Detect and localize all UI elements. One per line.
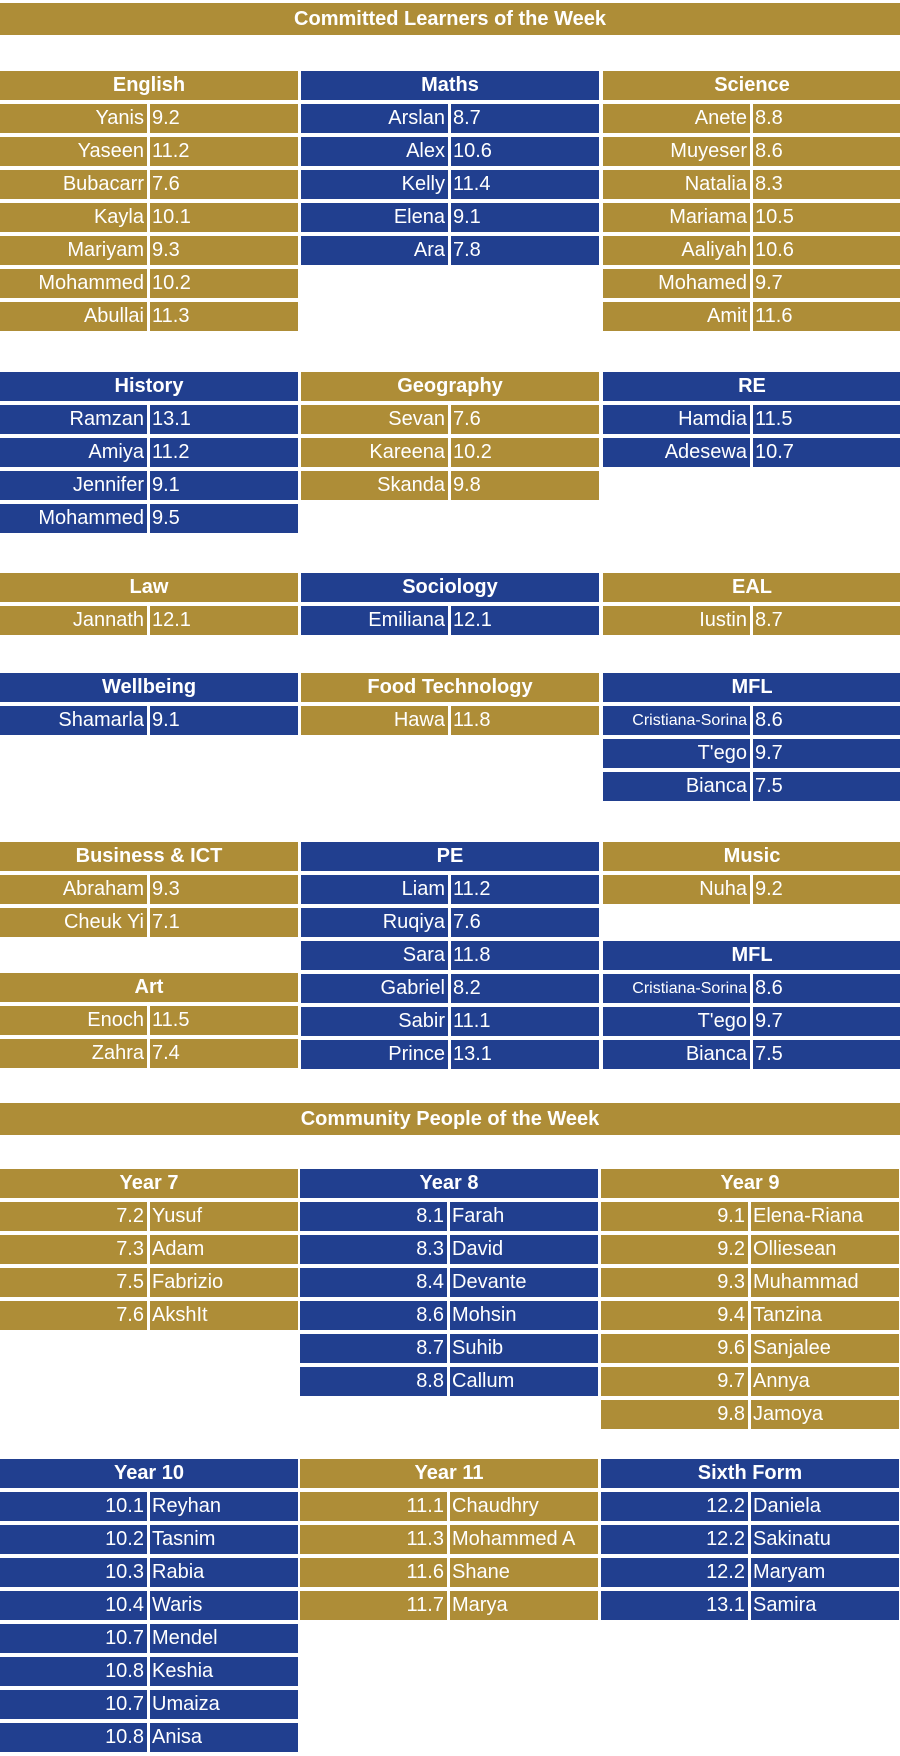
student-form: 7.6 — [150, 170, 298, 199]
list-row — [301, 941, 599, 970]
list-row — [603, 203, 900, 232]
section-header: Science — [603, 71, 900, 100]
form-group: 8.4 — [300, 1268, 447, 1297]
student-form: 10.6 — [451, 137, 599, 166]
section-header: English — [0, 71, 298, 100]
list-row — [0, 302, 298, 331]
list-row — [300, 1525, 598, 1554]
student-name: Maryam — [751, 1558, 899, 1587]
list-row — [601, 1202, 899, 1231]
student-form: 11.6 — [753, 302, 900, 331]
list-row — [603, 137, 900, 166]
student-name: Iustin — [603, 606, 750, 635]
student-form: 8.2 — [451, 974, 599, 1003]
student-form: 11.1 — [451, 1007, 599, 1036]
list-row — [603, 875, 900, 904]
student-name: Ara — [301, 236, 448, 265]
student-name: Kelly — [301, 170, 448, 199]
student-name: Chaudhry — [450, 1492, 598, 1521]
student-form: 10.7 — [753, 438, 900, 467]
list-row — [601, 1492, 899, 1521]
section-header: History — [0, 372, 298, 401]
form-group: 10.8 — [0, 1657, 147, 1686]
list-row — [300, 1301, 598, 1330]
student-name: Cristiana-Sorina — [603, 706, 750, 735]
student-name: Arslan — [301, 104, 448, 133]
list-row — [0, 405, 298, 434]
art-section — [0, 973, 298, 1072]
student-form: 13.1 — [451, 1040, 599, 1069]
list-row — [0, 1558, 298, 1587]
student-name: Keshia — [150, 1657, 298, 1686]
section-header: Art — [0, 973, 298, 1002]
section-header: Law — [0, 573, 298, 602]
list-row — [0, 104, 298, 133]
student-name: Jamoya — [751, 1400, 899, 1429]
list-row — [0, 236, 298, 265]
list-row — [603, 706, 900, 735]
student-name: Farah — [450, 1202, 598, 1231]
student-name: Emiliana — [301, 606, 448, 635]
list-row — [301, 405, 599, 434]
student-name: Abraham — [0, 875, 147, 904]
section-header: Year 7 — [0, 1169, 298, 1198]
form-group: 10.7 — [0, 1624, 147, 1653]
list-row — [0, 1039, 298, 1068]
student-name: Kayla — [0, 203, 147, 232]
student-form: 7.5 — [753, 772, 900, 801]
student-name: David — [450, 1235, 598, 1264]
form-group: 11.7 — [300, 1591, 447, 1620]
form-group: 7.5 — [0, 1268, 147, 1297]
list-row — [0, 1591, 298, 1620]
student-name: Bubacarr — [0, 170, 147, 199]
list-row — [603, 1040, 900, 1069]
student-form: 10.2 — [150, 269, 298, 298]
section-header: Year 9 — [601, 1169, 899, 1198]
form-group: 12.2 — [601, 1558, 748, 1587]
student-name: Mariyam — [0, 236, 147, 265]
student-name: Sabir — [301, 1007, 448, 1036]
list-row — [603, 302, 900, 331]
student-form: 11.8 — [451, 941, 599, 970]
student-form: 12.1 — [451, 606, 599, 635]
student-name: AkshIt — [150, 1301, 298, 1330]
form-group: 10.2 — [0, 1525, 147, 1554]
food-tech-section — [301, 673, 599, 739]
list-row — [301, 706, 599, 735]
list-row — [603, 269, 900, 298]
form-group: 7.6 — [0, 1301, 147, 1330]
section-header: MFL — [603, 673, 900, 702]
section-header: Year 11 — [300, 1459, 598, 1488]
list-row — [601, 1268, 899, 1297]
history-section — [0, 372, 298, 537]
list-row — [300, 1367, 598, 1396]
student-form: 7.1 — [150, 908, 298, 937]
student-form: 9.3 — [150, 875, 298, 904]
student-name: Mohammed — [0, 504, 147, 533]
student-name: Cristiana-Sorina — [603, 974, 750, 1003]
list-row — [601, 1400, 899, 1429]
student-name: Tasnim — [150, 1525, 298, 1554]
student-name: Prince — [301, 1040, 448, 1069]
list-row — [0, 1657, 298, 1686]
list-row — [0, 170, 298, 199]
list-row — [0, 1492, 298, 1521]
form-group: 7.2 — [0, 1202, 147, 1231]
list-row — [301, 236, 599, 265]
student-form: 11.4 — [451, 170, 599, 199]
list-row — [601, 1558, 899, 1587]
student-name: Enoch — [0, 1006, 147, 1035]
list-row — [0, 908, 298, 937]
student-name: Reyhan — [150, 1492, 298, 1521]
student-name: Adesewa — [603, 438, 750, 467]
music-section — [603, 842, 900, 908]
list-row — [603, 606, 900, 635]
section-header: Food Technology — [301, 673, 599, 702]
english-section — [0, 71, 298, 335]
student-form: 11.8 — [451, 706, 599, 735]
student-name: Yusuf — [150, 1202, 298, 1231]
student-form: 10.5 — [753, 203, 900, 232]
student-form: 7.6 — [451, 405, 599, 434]
student-name: Daniela — [751, 1492, 899, 1521]
list-row — [301, 137, 599, 166]
section-header: PE — [301, 842, 599, 871]
student-form: 8.6 — [753, 974, 900, 1003]
student-form: 9.7 — [753, 269, 900, 298]
section-header: Year 10 — [0, 1459, 298, 1488]
student-name: Umaiza — [150, 1690, 298, 1719]
student-name: Bianca — [603, 772, 750, 801]
list-row — [601, 1591, 899, 1620]
list-row — [601, 1235, 899, 1264]
list-row — [0, 471, 298, 500]
form-group: 8.6 — [300, 1301, 447, 1330]
y6-section — [601, 1459, 899, 1624]
student-name: Adam — [150, 1235, 298, 1264]
form-group: 12.2 — [601, 1525, 748, 1554]
section-header: Sociology — [301, 573, 599, 602]
form-group: 9.2 — [601, 1235, 748, 1264]
student-name: Fabrizio — [150, 1268, 298, 1297]
form-group: 10.8 — [0, 1723, 147, 1752]
student-name: Cheuk Yi — [0, 908, 147, 937]
student-form: 9.3 — [150, 236, 298, 265]
student-name: Hamdia — [603, 405, 750, 434]
list-row — [0, 1525, 298, 1554]
form-group: 10.4 — [0, 1591, 147, 1620]
form-group: 10.1 — [0, 1492, 147, 1521]
list-row — [0, 137, 298, 166]
student-name: Amit — [603, 302, 750, 331]
student-name: Natalia — [603, 170, 750, 199]
student-form: 11.5 — [753, 405, 900, 434]
student-name: Sara — [301, 941, 448, 970]
form-group: 9.7 — [601, 1367, 748, 1396]
student-name: Ramzan — [0, 405, 147, 434]
student-name: Liam — [301, 875, 448, 904]
list-row — [0, 875, 298, 904]
form-group: 11.1 — [300, 1492, 447, 1521]
list-row — [603, 772, 900, 801]
list-row — [301, 875, 599, 904]
list-row — [301, 203, 599, 232]
student-form: 8.3 — [753, 170, 900, 199]
student-form: 8.6 — [753, 137, 900, 166]
list-row — [0, 1723, 298, 1752]
section-header: Geography — [301, 372, 599, 401]
committed-learners-banner: Committed Learners of the Week — [0, 3, 900, 35]
list-row — [603, 438, 900, 467]
wellbeing-section — [0, 673, 298, 739]
list-row — [601, 1367, 899, 1396]
form-group: 8.1 — [300, 1202, 447, 1231]
eal-section — [603, 573, 900, 639]
student-name: Aaliyah — [603, 236, 750, 265]
form-group: 9.4 — [601, 1301, 748, 1330]
student-name: Kareena — [301, 438, 448, 467]
student-name: Yanis — [0, 104, 147, 133]
student-form: 9.1 — [451, 203, 599, 232]
student-name: Elena-Riana — [751, 1202, 899, 1231]
list-row — [0, 606, 298, 635]
law-section — [0, 573, 298, 639]
student-name: Gabriel — [301, 974, 448, 1003]
y9-section — [601, 1169, 899, 1433]
student-form: 10.1 — [150, 203, 298, 232]
list-row — [301, 908, 599, 937]
form-group: 9.8 — [601, 1400, 748, 1429]
form-group: 8.8 — [300, 1367, 447, 1396]
student-name: Samira — [751, 1591, 899, 1620]
list-row — [603, 974, 900, 1003]
form-group: 13.1 — [601, 1591, 748, 1620]
list-row — [0, 438, 298, 467]
student-name: Bianca — [603, 1040, 750, 1069]
list-row — [0, 1268, 298, 1297]
list-row — [0, 203, 298, 232]
list-row — [300, 1268, 598, 1297]
community-people-banner: Community People of the Week — [0, 1103, 900, 1135]
list-row — [603, 236, 900, 265]
form-group: 12.2 — [601, 1492, 748, 1521]
list-row — [301, 170, 599, 199]
student-form: 8.8 — [753, 104, 900, 133]
student-name: Olliesean — [751, 1235, 899, 1264]
list-row — [0, 1624, 298, 1653]
list-row — [301, 1007, 599, 1036]
student-form: 9.2 — [150, 104, 298, 133]
student-name: Nuha — [603, 875, 750, 904]
list-row — [300, 1202, 598, 1231]
student-form: 7.6 — [451, 908, 599, 937]
list-row — [603, 405, 900, 434]
student-form: 11.2 — [451, 875, 599, 904]
list-row — [300, 1334, 598, 1363]
form-group: 10.3 — [0, 1558, 147, 1587]
student-name: Anisa — [150, 1723, 298, 1752]
student-form: 9.7 — [753, 739, 900, 768]
student-name: Rabia — [150, 1558, 298, 1587]
list-row — [0, 1301, 298, 1330]
student-name: Zahra — [0, 1039, 147, 1068]
student-name: Amiya — [0, 438, 147, 467]
student-name: Sakinatu — [751, 1525, 899, 1554]
list-row — [0, 1202, 298, 1231]
mfl-2-section — [603, 941, 900, 1073]
student-form: 9.2 — [753, 875, 900, 904]
form-group: 8.7 — [300, 1334, 447, 1363]
list-row — [0, 706, 298, 735]
student-form: 9.8 — [451, 471, 599, 500]
student-name: Ruqiya — [301, 908, 448, 937]
student-name: Devante — [450, 1268, 598, 1297]
student-name: Mohammed A — [450, 1525, 598, 1554]
list-row — [0, 1235, 298, 1264]
student-form: 7.4 — [150, 1039, 298, 1068]
list-row — [300, 1235, 598, 1264]
list-row — [601, 1334, 899, 1363]
y7-section — [0, 1169, 298, 1334]
student-name: Callum — [450, 1367, 598, 1396]
student-form: 8.7 — [753, 606, 900, 635]
form-group: 9.1 — [601, 1202, 748, 1231]
section-header: Business & ICT — [0, 842, 298, 871]
student-name: Annya — [751, 1367, 899, 1396]
business-section — [0, 842, 298, 941]
list-row — [0, 269, 298, 298]
student-form: 7.8 — [451, 236, 599, 265]
student-name: Waris — [150, 1591, 298, 1620]
list-row — [603, 170, 900, 199]
list-row — [300, 1558, 598, 1587]
form-group: 11.6 — [300, 1558, 447, 1587]
pe-section — [301, 842, 599, 1073]
student-name: T'ego — [603, 739, 750, 768]
student-form: 9.1 — [150, 706, 298, 735]
sociology-section — [301, 573, 599, 639]
y10-section — [0, 1459, 298, 1756]
science-section — [603, 71, 900, 335]
section-header: MFL — [603, 941, 900, 970]
student-name: T'ego — [603, 1007, 750, 1036]
list-row — [0, 1006, 298, 1035]
y8-section — [300, 1169, 598, 1400]
student-form: 9.7 — [753, 1007, 900, 1036]
section-header: Year 8 — [300, 1169, 598, 1198]
section-header: Maths — [301, 71, 599, 100]
student-form: 10.2 — [451, 438, 599, 467]
student-name: Jennifer — [0, 471, 147, 500]
list-row — [301, 1040, 599, 1069]
maths-section — [301, 71, 599, 269]
student-name: Skanda — [301, 471, 448, 500]
list-row — [603, 104, 900, 133]
student-form: 13.1 — [150, 405, 298, 434]
student-name: Anete — [603, 104, 750, 133]
section-header: Sixth Form — [601, 1459, 899, 1488]
student-form: 7.5 — [753, 1040, 900, 1069]
student-name: Sevan — [301, 405, 448, 434]
student-name: Marya — [450, 1591, 598, 1620]
student-form: 9.5 — [150, 504, 298, 533]
student-name: Alex — [301, 137, 448, 166]
student-form: 11.5 — [150, 1006, 298, 1035]
student-form: 10.6 — [753, 236, 900, 265]
list-row — [301, 974, 599, 1003]
list-row — [603, 1007, 900, 1036]
list-row — [301, 104, 599, 133]
student-name: Hawa — [301, 706, 448, 735]
student-name: Muyeser — [603, 137, 750, 166]
student-form: 11.2 — [150, 438, 298, 467]
mfl-1-section — [603, 673, 900, 805]
student-name: Muhammad — [751, 1268, 899, 1297]
student-form: 8.7 — [451, 104, 599, 133]
list-row — [603, 739, 900, 768]
student-name: Mohammed — [0, 269, 147, 298]
list-row — [300, 1591, 598, 1620]
list-row — [601, 1525, 899, 1554]
student-form: 12.1 — [150, 606, 298, 635]
section-header: Wellbeing — [0, 673, 298, 702]
student-form: 8.6 — [753, 706, 900, 735]
y11-section — [300, 1459, 598, 1624]
student-name: Shane — [450, 1558, 598, 1587]
student-name: Elena — [301, 203, 448, 232]
form-group: 10.7 — [0, 1690, 147, 1719]
form-group: 9.3 — [601, 1268, 748, 1297]
form-group: 8.3 — [300, 1235, 447, 1264]
list-row — [301, 606, 599, 635]
form-group: 7.3 — [0, 1235, 147, 1264]
student-name: Sanjalee — [751, 1334, 899, 1363]
student-form: 9.1 — [150, 471, 298, 500]
student-form: 11.2 — [150, 137, 298, 166]
geography-section — [301, 372, 599, 504]
student-name: Mendel — [150, 1624, 298, 1653]
section-header: Music — [603, 842, 900, 871]
list-row — [300, 1492, 598, 1521]
list-row — [0, 1690, 298, 1719]
list-row — [301, 471, 599, 500]
student-name: Suhib — [450, 1334, 598, 1363]
list-row — [301, 438, 599, 467]
form-group: 9.6 — [601, 1334, 748, 1363]
student-name: Yaseen — [0, 137, 147, 166]
section-header: RE — [603, 372, 900, 401]
section-header: EAL — [603, 573, 900, 602]
student-name: Mariama — [603, 203, 750, 232]
list-row — [0, 504, 298, 533]
student-name: Mohamed — [603, 269, 750, 298]
re-section — [603, 372, 900, 471]
student-name: Abullai — [0, 302, 147, 331]
student-name: Tanzina — [751, 1301, 899, 1330]
list-row — [601, 1301, 899, 1330]
form-group: 11.3 — [300, 1525, 447, 1554]
student-name: Jannath — [0, 606, 147, 635]
student-name: Shamarla — [0, 706, 147, 735]
student-form: 11.3 — [150, 302, 298, 331]
student-name: Mohsin — [450, 1301, 598, 1330]
